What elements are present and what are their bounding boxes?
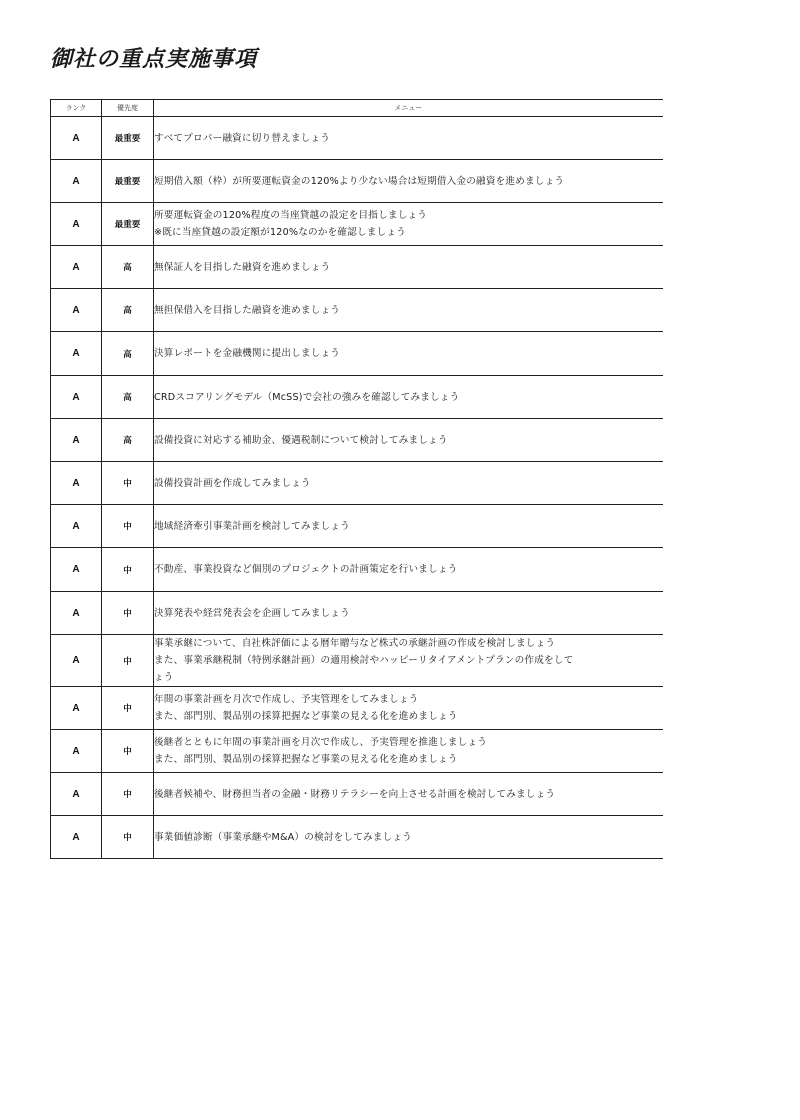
menu-cell — [154, 773, 663, 816]
priority-cell: 中 — [102, 462, 154, 505]
table-row — [51, 635, 663, 687]
priority-cell: 中 — [102, 816, 154, 859]
menu-cell — [154, 376, 663, 419]
priority-menu-table — [50, 99, 663, 859]
menu-cell — [154, 592, 663, 635]
menu-cell — [154, 117, 663, 160]
rank-cell: A — [51, 117, 102, 160]
table-header-row — [51, 100, 663, 117]
rank-cell: A — [51, 419, 102, 462]
menu-cell — [154, 505, 663, 548]
menu-text-line: 所要運転資金の120%程度の当座貸越の設定を目指しましょう — [154, 210, 428, 221]
priority-cell: 高 — [102, 332, 154, 376]
table-row — [51, 548, 663, 592]
rank-cell: A — [51, 289, 102, 332]
menu-text-line: また、事業承継税制（特例承継計画）の適用検討やハッピーリタイアメントプランの作成をして — [154, 655, 574, 666]
priority-cell: 高 — [102, 376, 154, 419]
table-row — [51, 462, 663, 505]
menu-cell — [154, 687, 663, 730]
menu-cell — [154, 160, 663, 203]
priority-cell: 最重要 — [102, 203, 154, 246]
rank-cell: A — [51, 548, 102, 592]
priority-cell: 高 — [102, 419, 154, 462]
rank-cell: A — [51, 730, 102, 773]
rank-cell: A — [51, 462, 102, 505]
menu-text-line: 事業承継について、自社株評価による暦年贈与など株式の承継計画の作成を検討しましょう — [154, 638, 556, 649]
rank-cell: A — [51, 687, 102, 730]
page-title: 御社の重点実施事項 — [50, 47, 258, 72]
rank-cell: A — [51, 203, 102, 246]
menu-text-line: CRDスコアリングモデル（McSS)で会社の強みを確認してみましょう — [154, 391, 460, 403]
priority-cell: 中 — [102, 592, 154, 635]
menu-text-line: ょう — [154, 672, 174, 683]
priority-cell: 中 — [102, 548, 154, 592]
table-row — [51, 203, 663, 246]
menu-cell — [154, 289, 663, 332]
priority-cell: 中 — [102, 773, 154, 816]
priority-cell: 中 — [102, 505, 154, 548]
rank-cell: A — [51, 332, 102, 376]
menu-text-line: ※既に当座貸越の設定額が120%なのかを確認しましょう — [154, 227, 406, 238]
menu-text-line: また、部門別、製品別の採算把握など事業の見える化を進めましょう — [154, 711, 458, 722]
priority-cell: 中 — [102, 635, 154, 687]
table-row — [51, 816, 663, 859]
table-row — [51, 505, 663, 548]
menu-cell — [154, 635, 663, 687]
table-row — [51, 592, 663, 635]
menu-cell — [154, 203, 663, 246]
rank-cell: A — [51, 505, 102, 548]
menu-text-line: 無保証人を目指した融資を進めましょう — [154, 261, 331, 273]
table-row — [51, 289, 663, 332]
table-body — [51, 117, 663, 859]
menu-text-line: 事業価値診断（事業承継やM&A）の検討をしてみましょう — [154, 831, 412, 843]
rank-cell: A — [51, 160, 102, 203]
rank-cell: A — [51, 635, 102, 687]
priority-cell: 最重要 — [102, 160, 154, 203]
menu-text-line: 不動産、事業投資など個別のプロジェクトの計画策定を行いましょう — [154, 564, 458, 575]
rank-cell: A — [51, 592, 102, 635]
table-row — [51, 687, 663, 730]
menu-text-line: 地域経済牽引事業計画を検討してみましょう — [154, 520, 350, 532]
table-row — [51, 730, 663, 773]
menu-text-line: また、部門別、製品別の採算把握など事業の見える化を進めましょう — [154, 754, 458, 765]
priority-cell: 高 — [102, 289, 154, 332]
menu-cell — [154, 332, 663, 376]
menu-text-line: 設備投資に対応する補助金、優遇税制について検討してみましょう — [154, 434, 448, 446]
priority-cell: 中 — [102, 687, 154, 730]
menu-text-line: 決算レポートを金融機関に提出しましょう — [154, 348, 341, 359]
menu-text-line: 設備投資計画を作成してみましょう — [154, 477, 311, 489]
menu-cell — [154, 548, 663, 592]
table-row — [51, 376, 663, 419]
menu-text-line: 決算発表や経営発表会を企画してみましょう — [154, 607, 350, 619]
table-row — [51, 160, 663, 203]
menu-text-line: 年間の事業計画を月次で作成し、予実管理をしてみましょう — [154, 694, 419, 705]
rank-cell: A — [51, 246, 102, 289]
table-row — [51, 332, 663, 376]
menu-text-line: 後継者とともに年間の事業計画を月次で作成し、予実管理を推進しましょう — [154, 737, 487, 748]
table-row — [51, 246, 663, 289]
menu-cell — [154, 462, 663, 505]
priority-column-header: 優先度 — [102, 100, 154, 117]
rank-column-header: ランク — [51, 100, 102, 117]
menu-text-line: すべてプロパー融資に切り替えましょう — [154, 132, 331, 144]
table-row — [51, 773, 663, 816]
menu-text-line: 短期借入額（枠）が所要運転資金の120%より少ない場合は短期借入金の融資を進めましょう — [154, 175, 565, 187]
menu-text-line: 無担保借入を目指した融資を進めましょう — [154, 304, 341, 316]
rank-cell: A — [51, 376, 102, 419]
priority-cell: 最重要 — [102, 117, 154, 160]
menu-cell — [154, 730, 663, 773]
menu-cell — [154, 246, 663, 289]
priority-cell: 中 — [102, 730, 154, 773]
menu-text-line: 後継者候補や、財務担当者の金融・財務リテラシーを向上させる計画を検討してみましょう — [154, 788, 556, 800]
rank-cell: A — [51, 773, 102, 816]
priority-cell: 高 — [102, 246, 154, 289]
rank-cell: A — [51, 816, 102, 859]
table-row — [51, 117, 663, 160]
menu-column-header: メニュー — [154, 100, 663, 117]
table-row — [51, 419, 663, 462]
menu-cell — [154, 816, 663, 859]
menu-cell — [154, 419, 663, 462]
